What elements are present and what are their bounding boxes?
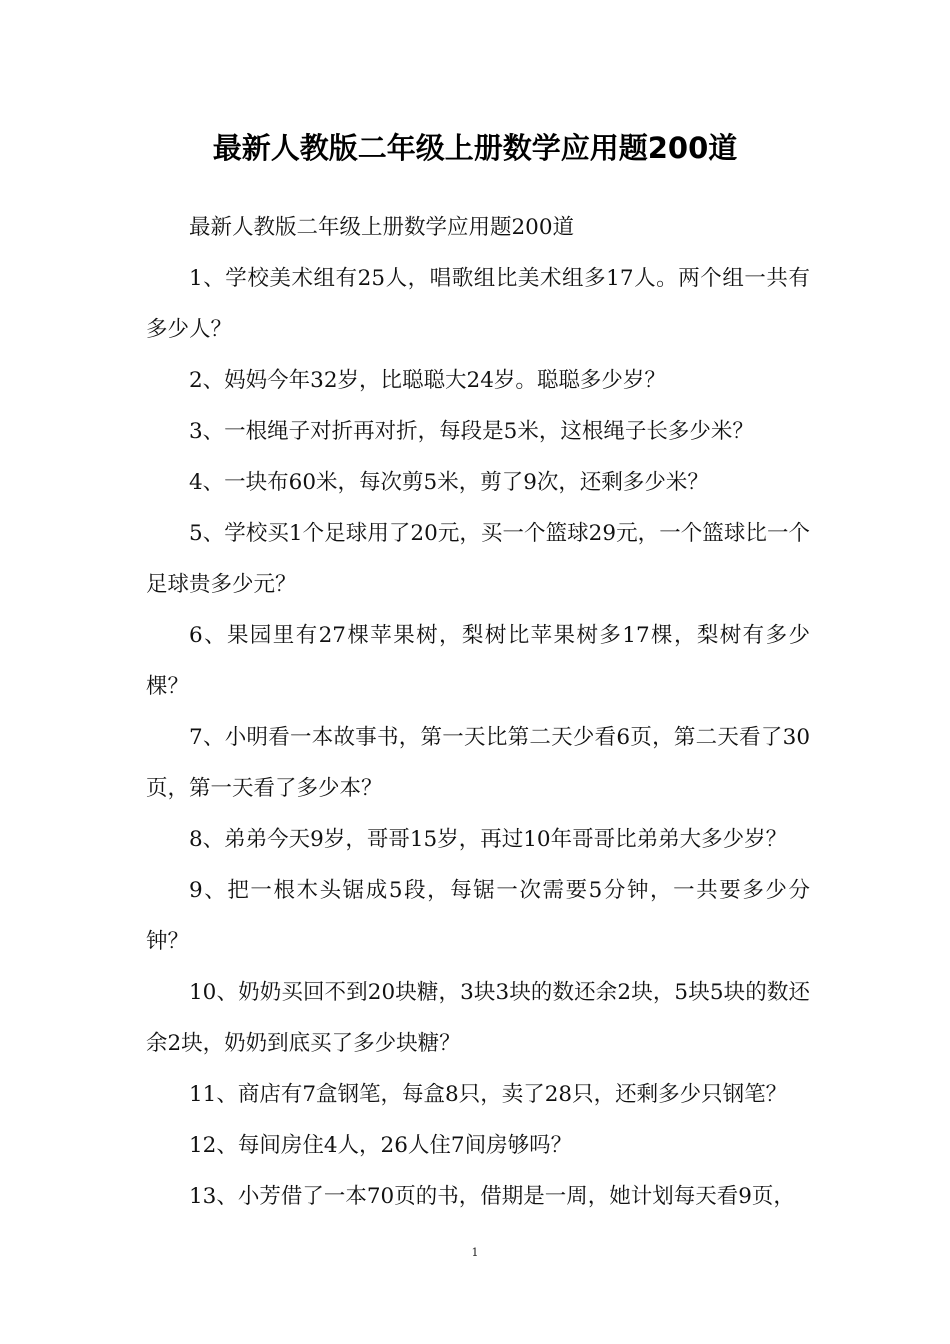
question-paragraph: 12、每间房住4人，26人住7间房够吗？ [189,1133,573,1158]
subtitle-paragraph: 最新人教版二年级上册数学应用题200道 [189,215,575,240]
question-paragraph: 6、果园里有27棵苹果树，梨树比苹果树多17棵，梨树有多少棵？ [146,623,810,699]
question-paragraph: 5、学校买1个足球用了20元，买一个篮球29元，一个篮球比一个足球贵多少元？ [146,521,810,597]
question-paragraph: 10、奶奶买回不到20块糖，3块3块的数还余2块，5块5块的数还余2块，奶奶到底买了多少块糖？ [146,980,810,1056]
page-number: 1 [471,1246,479,1259]
question-paragraph: 8、弟弟今天9岁，哥哥15岁，再过10年哥哥比弟弟大多少岁？ [189,827,788,852]
question-paragraph: 2、妈妈今年32岁，比聪聪大24岁。聪聪多少岁？ [189,368,666,393]
question-paragraph: 4、一块布60米，每次剪5米，剪了9次，还剩多少米？ [189,470,709,495]
document-title: 最新人教版二年级上册数学应用题200道 [212,131,738,165]
question-paragraph: 1、学校美术组有25人，唱歌组比美术组多17人。两个组一共有多少人？ [146,266,810,342]
question-paragraph: 7、小明看一本故事书，第一天比第二天少看6页，第二天看了30页，第一天看了多少本？ [146,725,810,801]
question-paragraph: 13、小芳借了一本70页的书，借期是一周，她计划每天看9页， [189,1184,795,1209]
question-paragraph: 11、商店有7盒钢笔，每盒8只，卖了28只，还剩多少只钢笔？ [189,1082,788,1107]
document-body [146,202,810,1222]
question-paragraph: 3、一根绳子对折再对折，每段是5米，这根绳子长多少米？ [189,419,754,444]
question-paragraph: 9、把一根木头锯成5段，每锯一次需要5分钟，一共要多少分钟？ [146,878,810,954]
